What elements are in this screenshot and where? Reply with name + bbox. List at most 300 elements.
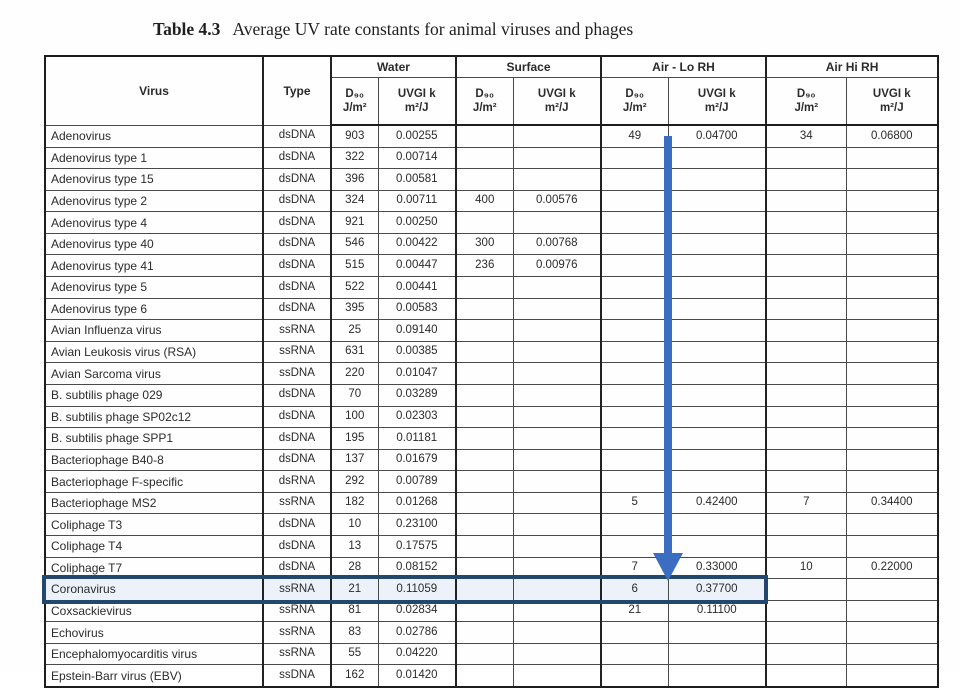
cell-hd bbox=[766, 643, 846, 665]
cell-hd bbox=[766, 600, 846, 622]
cell-hk bbox=[846, 233, 938, 255]
cell-sd bbox=[456, 428, 513, 450]
cell-virus: Coliphage T3 bbox=[45, 514, 263, 536]
cell-wk: 0.11059 bbox=[378, 579, 456, 601]
col-header-type: Type bbox=[263, 56, 331, 125]
cell-sk bbox=[513, 665, 601, 687]
cell-sd bbox=[456, 557, 513, 579]
cell-ak: 0.04700 bbox=[668, 125, 766, 147]
col-header-virus: Virus bbox=[45, 56, 263, 125]
cell-ak bbox=[668, 277, 766, 299]
cell-ad bbox=[601, 471, 668, 493]
cell-wd: 292 bbox=[331, 471, 378, 493]
cell-type: ssRNA bbox=[263, 320, 331, 342]
cell-sd bbox=[456, 665, 513, 687]
cell-sd bbox=[456, 384, 513, 406]
cell-sd bbox=[456, 449, 513, 471]
cell-wd: 921 bbox=[331, 212, 378, 234]
col-header-airhi-d90: D₉₀ J/m² bbox=[766, 78, 846, 126]
cell-sk bbox=[513, 320, 601, 342]
table-row bbox=[45, 600, 938, 622]
cell-wk: 0.23100 bbox=[378, 514, 456, 536]
group-header-air-hi-rh: Air Hi RH bbox=[766, 56, 938, 78]
cell-wd: 21 bbox=[331, 579, 378, 601]
cell-sk: 0.00768 bbox=[513, 233, 601, 255]
cell-hd bbox=[766, 255, 846, 277]
cell-type: ssRNA bbox=[263, 492, 331, 514]
group-header-row bbox=[45, 56, 938, 78]
cell-wd: 28 bbox=[331, 557, 378, 579]
cell-ak bbox=[668, 212, 766, 234]
cell-hd bbox=[766, 622, 846, 644]
cell-type: dsDNA bbox=[263, 233, 331, 255]
cell-hk bbox=[846, 212, 938, 234]
cell-ad: 7 bbox=[601, 557, 668, 579]
cell-sk bbox=[513, 212, 601, 234]
cell-sd bbox=[456, 535, 513, 557]
cell-ad bbox=[601, 622, 668, 644]
cell-wk: 0.17575 bbox=[378, 535, 456, 557]
cell-sd bbox=[456, 492, 513, 514]
cell-virus: Adenovirus type 5 bbox=[45, 277, 263, 299]
cell-sk bbox=[513, 622, 601, 644]
cell-ak bbox=[668, 384, 766, 406]
cell-ak: 0.37700 bbox=[668, 579, 766, 601]
cell-hd bbox=[766, 190, 846, 212]
cell-ak bbox=[668, 428, 766, 450]
cell-sd bbox=[456, 406, 513, 428]
cell-sk bbox=[513, 277, 601, 299]
cell-ak bbox=[668, 643, 766, 665]
cell-ak bbox=[668, 363, 766, 385]
col-header-surface-d90: D₉₀ J/m² bbox=[456, 78, 513, 126]
table-row bbox=[45, 233, 938, 255]
cell-sk bbox=[513, 492, 601, 514]
cell-sd: 400 bbox=[456, 190, 513, 212]
cell-wk: 0.09140 bbox=[378, 320, 456, 342]
cell-ad: 49 bbox=[601, 125, 668, 147]
cell-ad bbox=[601, 643, 668, 665]
cell-wd: 631 bbox=[331, 341, 378, 363]
table-row bbox=[45, 212, 938, 234]
cell-wd: 324 bbox=[331, 190, 378, 212]
cell-hk bbox=[846, 384, 938, 406]
cell-virus: Adenovirus type 2 bbox=[45, 190, 263, 212]
cell-sd bbox=[456, 320, 513, 342]
cell-virus: Bacteriophage B40-8 bbox=[45, 449, 263, 471]
cell-hk bbox=[846, 449, 938, 471]
cell-wd: 25 bbox=[331, 320, 378, 342]
cell-ak bbox=[668, 514, 766, 536]
cell-wd: 137 bbox=[331, 449, 378, 471]
table-row bbox=[45, 492, 938, 514]
cell-ad bbox=[601, 233, 668, 255]
cell-wd: 70 bbox=[331, 384, 378, 406]
cell-sk bbox=[513, 384, 601, 406]
cell-wk: 0.01679 bbox=[378, 449, 456, 471]
cell-hk bbox=[846, 600, 938, 622]
cell-sk: 0.00576 bbox=[513, 190, 601, 212]
cell-ad: 21 bbox=[601, 600, 668, 622]
cell-hk bbox=[846, 643, 938, 665]
cell-virus: Coxsackievirus bbox=[45, 600, 263, 622]
cell-type: dsRNA bbox=[263, 471, 331, 493]
cell-hd bbox=[766, 298, 846, 320]
table-row bbox=[45, 579, 938, 601]
cell-wd: 903 bbox=[331, 125, 378, 147]
cell-hd bbox=[766, 212, 846, 234]
cell-ad bbox=[601, 665, 668, 687]
cell-sd bbox=[456, 277, 513, 299]
cell-virus: Adenovirus type 4 bbox=[45, 212, 263, 234]
cell-hd bbox=[766, 579, 846, 601]
cell-sd bbox=[456, 622, 513, 644]
cell-wk: 0.01181 bbox=[378, 428, 456, 450]
cell-virus: B. subtilis phage SP02c12 bbox=[45, 406, 263, 428]
cell-wk: 0.00583 bbox=[378, 298, 456, 320]
cell-ak bbox=[668, 169, 766, 191]
table-row bbox=[45, 449, 938, 471]
cell-ad bbox=[601, 212, 668, 234]
cell-hk bbox=[846, 190, 938, 212]
col-header-water-d90: D₉₀ J/m² bbox=[331, 78, 378, 126]
cell-sk bbox=[513, 535, 601, 557]
cell-virus: Adenovirus type 41 bbox=[45, 255, 263, 277]
cell-sk bbox=[513, 428, 601, 450]
cell-ad bbox=[601, 384, 668, 406]
cell-type: dsDNA bbox=[263, 190, 331, 212]
cell-virus: Avian Sarcoma virus bbox=[45, 363, 263, 385]
table-row bbox=[45, 341, 938, 363]
cell-virus: Adenovirus type 40 bbox=[45, 233, 263, 255]
cell-type: ssRNA bbox=[263, 600, 331, 622]
cell-ak bbox=[668, 147, 766, 169]
cell-hd bbox=[766, 277, 846, 299]
cell-virus: Coliphage T7 bbox=[45, 557, 263, 579]
cell-hd bbox=[766, 471, 846, 493]
table-row bbox=[45, 535, 938, 557]
cell-ak bbox=[668, 233, 766, 255]
cell-type: ssRNA bbox=[263, 579, 331, 601]
cell-virus: Coliphage T4 bbox=[45, 535, 263, 557]
cell-wd: 220 bbox=[331, 363, 378, 385]
cell-wd: 515 bbox=[331, 255, 378, 277]
cell-type: dsDNA bbox=[263, 125, 331, 147]
cell-hk bbox=[846, 169, 938, 191]
cell-virus: Avian Influenza virus bbox=[45, 320, 263, 342]
cell-ad bbox=[601, 298, 668, 320]
cell-virus: Coronavirus bbox=[45, 579, 263, 601]
cell-hk bbox=[846, 363, 938, 385]
cell-type: ssDNA bbox=[263, 665, 331, 687]
group-header-water: Water bbox=[331, 56, 456, 78]
cell-wd: 322 bbox=[331, 147, 378, 169]
cell-wd: 162 bbox=[331, 665, 378, 687]
cell-virus: B. subtilis phage SPP1 bbox=[45, 428, 263, 450]
cell-type: ssRNA bbox=[263, 341, 331, 363]
cell-hd: 34 bbox=[766, 125, 846, 147]
cell-wk: 0.00447 bbox=[378, 255, 456, 277]
cell-wk: 0.03289 bbox=[378, 384, 456, 406]
cell-hk bbox=[846, 406, 938, 428]
cell-ad bbox=[601, 255, 668, 277]
cell-sk: 0.00976 bbox=[513, 255, 601, 277]
cell-hd bbox=[766, 384, 846, 406]
cell-wk: 0.02786 bbox=[378, 622, 456, 644]
cell-sk bbox=[513, 514, 601, 536]
table-title-text: Average UV rate constants for animal viruses and phages bbox=[232, 19, 634, 39]
table-caption bbox=[153, 19, 633, 40]
table-row bbox=[45, 471, 938, 493]
cell-hk bbox=[846, 277, 938, 299]
cell-ak bbox=[668, 341, 766, 363]
cell-wk: 0.00255 bbox=[378, 125, 456, 147]
cell-sk bbox=[513, 643, 601, 665]
cell-sk bbox=[513, 406, 601, 428]
cell-type: dsDNA bbox=[263, 449, 331, 471]
cell-hk bbox=[846, 622, 938, 644]
cell-wd: 13 bbox=[331, 535, 378, 557]
table-row bbox=[45, 557, 938, 579]
col-header-surface-uvgik: UVGI k m²/J bbox=[513, 78, 601, 126]
table-row bbox=[45, 643, 938, 665]
cell-sd: 300 bbox=[456, 233, 513, 255]
cell-sd bbox=[456, 579, 513, 601]
cell-wd: 546 bbox=[331, 233, 378, 255]
cell-sd bbox=[456, 471, 513, 493]
cell-sk bbox=[513, 341, 601, 363]
cell-hk bbox=[846, 341, 938, 363]
cell-wk: 0.02303 bbox=[378, 406, 456, 428]
table-row bbox=[45, 665, 938, 687]
cell-ad bbox=[601, 320, 668, 342]
cell-ak: 0.42400 bbox=[668, 492, 766, 514]
cell-virus: Adenovirus type 15 bbox=[45, 169, 263, 191]
cell-sk bbox=[513, 125, 601, 147]
cell-ad: 5 bbox=[601, 492, 668, 514]
cell-sd bbox=[456, 600, 513, 622]
cell-wk: 0.00581 bbox=[378, 169, 456, 191]
cell-ak bbox=[668, 471, 766, 493]
cell-hk bbox=[846, 298, 938, 320]
cell-wd: 55 bbox=[331, 643, 378, 665]
cell-hk bbox=[846, 428, 938, 450]
cell-wd: 83 bbox=[331, 622, 378, 644]
cell-ad bbox=[601, 169, 668, 191]
cell-ak bbox=[668, 298, 766, 320]
cell-type: dsDNA bbox=[263, 428, 331, 450]
cell-wk: 0.01268 bbox=[378, 492, 456, 514]
table-number: Table 4.3 bbox=[153, 19, 221, 39]
group-header-surface: Surface bbox=[456, 56, 601, 78]
cell-hd bbox=[766, 449, 846, 471]
cell-sk bbox=[513, 449, 601, 471]
cell-ak: 0.33000 bbox=[668, 557, 766, 579]
cell-type: dsDNA bbox=[263, 384, 331, 406]
col-header-airhi-uvgik: UVGI k m²/J bbox=[846, 78, 938, 126]
cell-hd: 7 bbox=[766, 492, 846, 514]
cell-ad: 6 bbox=[601, 579, 668, 601]
cell-sk bbox=[513, 169, 601, 191]
cell-wk: 0.04220 bbox=[378, 643, 456, 665]
cell-ak bbox=[668, 320, 766, 342]
cell-sk bbox=[513, 579, 601, 601]
cell-sd bbox=[456, 169, 513, 191]
cell-sd bbox=[456, 643, 513, 665]
table-row bbox=[45, 298, 938, 320]
cell-sd bbox=[456, 125, 513, 147]
table-row bbox=[45, 277, 938, 299]
cell-type: dsDNA bbox=[263, 535, 331, 557]
cell-wk: 0.00250 bbox=[378, 212, 456, 234]
cell-virus: Bacteriophage F-specific bbox=[45, 471, 263, 493]
uv-rate-constants-table bbox=[44, 55, 939, 688]
cell-wk: 0.01420 bbox=[378, 665, 456, 687]
cell-ad bbox=[601, 190, 668, 212]
cell-ak bbox=[668, 449, 766, 471]
cell-virus: Encephalomyocarditis virus bbox=[45, 643, 263, 665]
cell-sd bbox=[456, 341, 513, 363]
cell-hd bbox=[766, 665, 846, 687]
table-row bbox=[45, 255, 938, 277]
cell-wk: 0.00711 bbox=[378, 190, 456, 212]
cell-sk bbox=[513, 363, 601, 385]
cell-hd bbox=[766, 406, 846, 428]
cell-virus: Adenovirus type 6 bbox=[45, 298, 263, 320]
cell-sd bbox=[456, 212, 513, 234]
col-header-airlo-d90: D₉₀ J/m² bbox=[601, 78, 668, 126]
cell-type: dsDNA bbox=[263, 255, 331, 277]
cell-ak: 0.11100 bbox=[668, 600, 766, 622]
cell-wk: 0.08152 bbox=[378, 557, 456, 579]
cell-wd: 182 bbox=[331, 492, 378, 514]
cell-type: ssDNA bbox=[263, 363, 331, 385]
cell-virus: Avian Leukosis virus (RSA) bbox=[45, 341, 263, 363]
cell-wk: 0.00422 bbox=[378, 233, 456, 255]
cell-hk bbox=[846, 471, 938, 493]
group-header-air-lo-rh: Air - Lo RH bbox=[601, 56, 766, 78]
cell-type: dsDNA bbox=[263, 557, 331, 579]
cell-wk: 0.00789 bbox=[378, 471, 456, 493]
cell-type: ssRNA bbox=[263, 622, 331, 644]
cell-hd bbox=[766, 233, 846, 255]
table-row bbox=[45, 384, 938, 406]
cell-wk: 0.00714 bbox=[378, 147, 456, 169]
cell-sd bbox=[456, 514, 513, 536]
cell-virus: Bacteriophage MS2 bbox=[45, 492, 263, 514]
cell-wd: 522 bbox=[331, 277, 378, 299]
cell-ad bbox=[601, 147, 668, 169]
cell-ad bbox=[601, 277, 668, 299]
cell-wd: 396 bbox=[331, 169, 378, 191]
cell-ad bbox=[601, 514, 668, 536]
cell-type: dsDNA bbox=[263, 212, 331, 234]
cell-wd: 10 bbox=[331, 514, 378, 536]
cell-ak bbox=[668, 622, 766, 644]
cell-wk: 0.00441 bbox=[378, 277, 456, 299]
cell-type: ssRNA bbox=[263, 643, 331, 665]
cell-wd: 100 bbox=[331, 406, 378, 428]
cell-sk bbox=[513, 298, 601, 320]
cell-ad bbox=[601, 428, 668, 450]
cell-sk bbox=[513, 471, 601, 493]
cell-wk: 0.00385 bbox=[378, 341, 456, 363]
cell-ak bbox=[668, 535, 766, 557]
cell-type: dsDNA bbox=[263, 514, 331, 536]
cell-hd bbox=[766, 320, 846, 342]
cell-virus: Epstein-Barr virus (EBV) bbox=[45, 665, 263, 687]
cell-ak bbox=[668, 190, 766, 212]
cell-type: dsDNA bbox=[263, 406, 331, 428]
table-row bbox=[45, 190, 938, 212]
table-row bbox=[45, 622, 938, 644]
cell-ad bbox=[601, 406, 668, 428]
cell-ak bbox=[668, 665, 766, 687]
cell-hd bbox=[766, 428, 846, 450]
cell-sd: 236 bbox=[456, 255, 513, 277]
cell-type: dsDNA bbox=[263, 277, 331, 299]
cell-wd: 81 bbox=[331, 600, 378, 622]
cell-ad bbox=[601, 449, 668, 471]
cell-wk: 0.02834 bbox=[378, 600, 456, 622]
cell-hd: 10 bbox=[766, 557, 846, 579]
cell-ak bbox=[668, 255, 766, 277]
col-header-airlo-uvgik: UVGI k m²/J bbox=[668, 78, 766, 126]
cell-hd bbox=[766, 169, 846, 191]
cell-sk bbox=[513, 147, 601, 169]
table-row bbox=[45, 363, 938, 385]
table-row bbox=[45, 320, 938, 342]
cell-wd: 195 bbox=[331, 428, 378, 450]
cell-wk: 0.01047 bbox=[378, 363, 456, 385]
cell-hk: 0.06800 bbox=[846, 125, 938, 147]
cell-type: dsDNA bbox=[263, 147, 331, 169]
cell-hk: 0.34400 bbox=[846, 492, 938, 514]
cell-hd bbox=[766, 514, 846, 536]
cell-virus: Echovirus bbox=[45, 622, 263, 644]
cell-type: dsDNA bbox=[263, 298, 331, 320]
table-row bbox=[45, 514, 938, 536]
cell-hd bbox=[766, 363, 846, 385]
cell-hk bbox=[846, 665, 938, 687]
table-row bbox=[45, 147, 938, 169]
cell-hk bbox=[846, 579, 938, 601]
cell-virus: Adenovirus type 1 bbox=[45, 147, 263, 169]
cell-hk bbox=[846, 514, 938, 536]
cell-type: dsDNA bbox=[263, 169, 331, 191]
cell-hk bbox=[846, 255, 938, 277]
cell-hd bbox=[766, 147, 846, 169]
table-row bbox=[45, 406, 938, 428]
cell-virus: Adenovirus bbox=[45, 125, 263, 147]
table-row bbox=[45, 428, 938, 450]
cell-sd bbox=[456, 298, 513, 320]
cell-ak bbox=[668, 406, 766, 428]
cell-sk bbox=[513, 600, 601, 622]
cell-ad bbox=[601, 341, 668, 363]
table-row bbox=[45, 125, 938, 147]
cell-virus: B. subtilis phage 029 bbox=[45, 384, 263, 406]
cell-hk: 0.22000 bbox=[846, 557, 938, 579]
cell-sd bbox=[456, 147, 513, 169]
cell-hd bbox=[766, 535, 846, 557]
cell-hk bbox=[846, 535, 938, 557]
table-row bbox=[45, 169, 938, 191]
cell-ad bbox=[601, 535, 668, 557]
cell-wd: 395 bbox=[331, 298, 378, 320]
cell-hk bbox=[846, 320, 938, 342]
cell-hk bbox=[846, 147, 938, 169]
